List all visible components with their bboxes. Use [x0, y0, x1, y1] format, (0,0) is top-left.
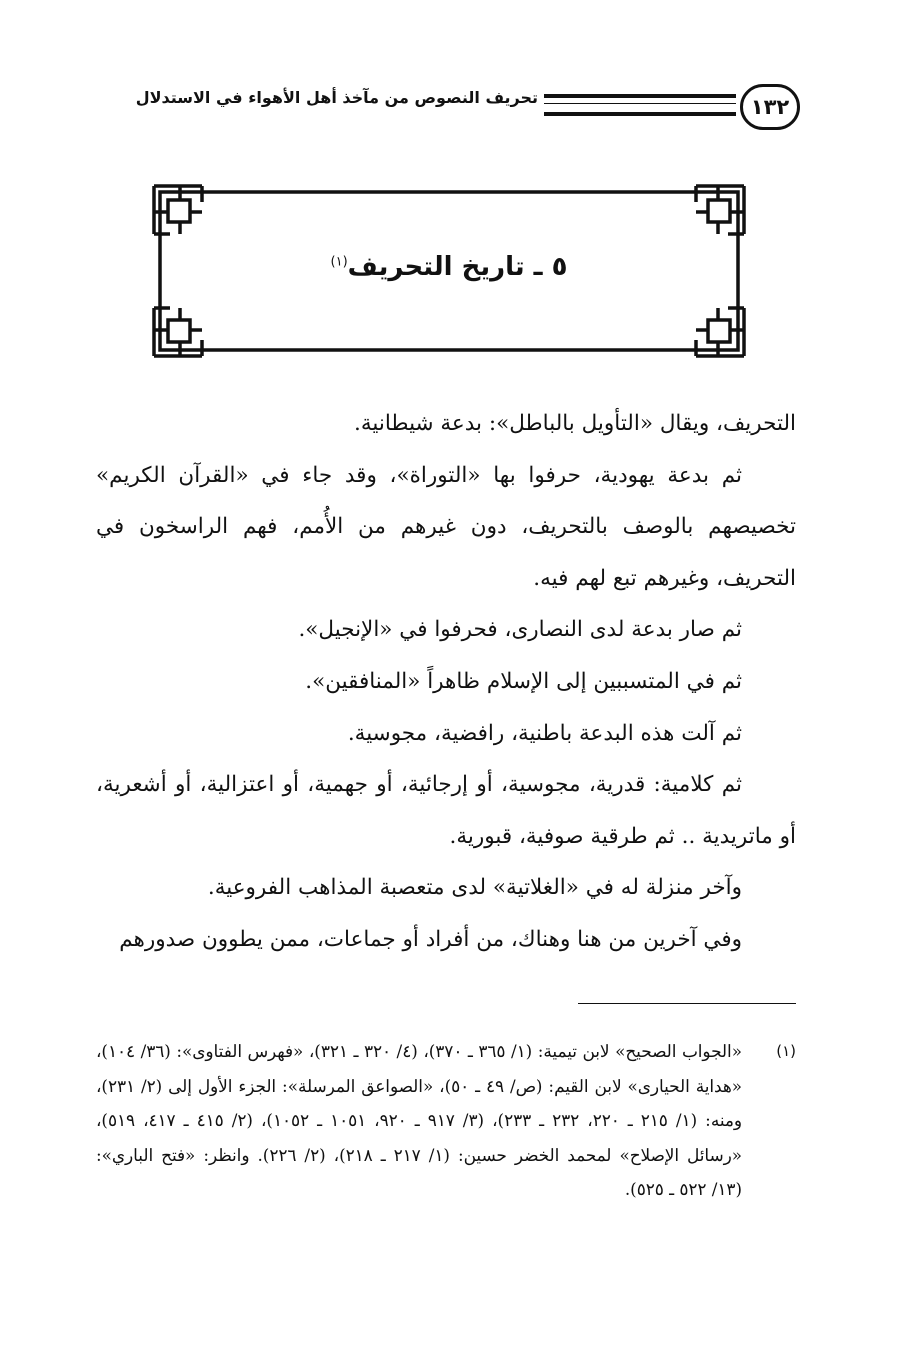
paragraph: ثم آلت هذه البدعة باطنية، رافضية، مجوسية. — [347, 720, 742, 746]
section-title — [150, 252, 748, 282]
page-number-badge — [740, 84, 800, 130]
paragraph: التحريف، ويقال «التأويل بالباطل»: بدعة شيطانية. — [354, 411, 796, 436]
running-title: تحريف النصوص من مآخذ أهل الأهواء في الاستدلال — [135, 88, 538, 107]
footnote-text: «الجواب الصحيح» لابن تيمية: (١/ ٣٦٥ ـ ٣٧٠)، (٤/ ٣٢٠ ـ ٣٢١)، «فهرس الفتاوى»: (٣٦/ ١٠٤)، «هداية الحيارى» لابن القيم: (ص/ ٤٩ ـ ٥٠)، «الصواعق المرسلة»: الجزء الأول إلى (٢/ ٢٣١)، ومنه: (١/ ٢١٥ ـ ٢٢٠، ٢٣٢ ـ ٢٣٣)، (٣/ ٩١٧ ـ ٩٢٠، ١٠٥١ ـ ١٠٥٢)، (٢/ ٤١٥ ـ ٤١٧، ٥١٩)، «رسائل الإصلاح» لمحمد الخضر حسين: (١/ ٢١٧ ـ ٢١٨)، (٢/ ٢٢٦). وانظر: «فتح الباري»: (١٣/ ٥٢٢ ـ ٥٢٥). — [96, 1041, 742, 1199]
footnote-ref: (١) — [330, 254, 348, 270]
section-title-text: ٥ ـ تاريخ التحريف — [347, 252, 568, 282]
footnote — [96, 1034, 796, 1207]
paragraph: وآخر منزلة له في «الغلاتية» لدى متعصبة المذاهب الفروعية. — [207, 875, 742, 901]
paragraph: وفي آخرين من هنا وهناك، من أفراد أو جماعات، ممن يطوون صدورهم — [119, 926, 742, 952]
paragraph: ثم بدعة يهودية، حرفوا بها «التوراة»، وقد جاء في «القرآن الكريم» تخصيصهم بالوصف بالتحريف، دون غيرهم من الأُمم، فهم الراسخون في التحريف، وغيرهم تبع لهم فيه. — [96, 462, 796, 591]
page-number: ١٣٢ — [750, 95, 790, 119]
header-rule — [544, 94, 736, 116]
paragraph: ثم كلامية: قدرية، مجوسية، أو إرجائية، أو جهمية، أو اعتزالية، أو أشعرية، أو ماتريدية .. ثم طرقية صوفية، قبورية. — [96, 772, 796, 849]
paragraph: ثم صار بدعة لدى النصارى، فحرفوا في «الإنجيل». — [298, 617, 742, 643]
body-text — [96, 398, 796, 966]
footnote-separator — [578, 1003, 796, 1004]
running-header — [92, 78, 800, 134]
paragraph: ثم في المتسببين إلى الإسلام ظاهراً «المنافقين». — [305, 668, 742, 694]
footnote-marker: (١) — [776, 1042, 796, 1060]
section-heading-frame — [150, 182, 748, 360]
